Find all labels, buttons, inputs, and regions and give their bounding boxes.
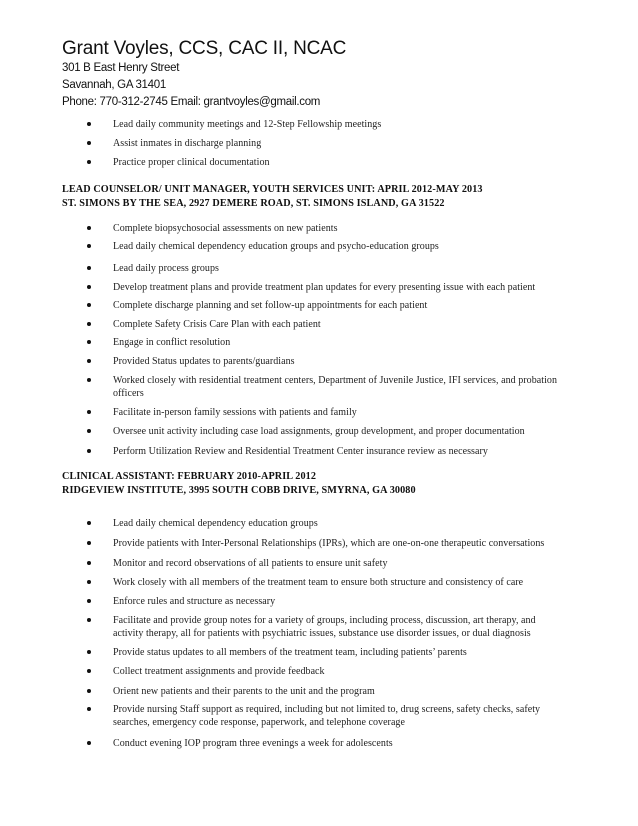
bullet-icon	[87, 244, 91, 248]
bullet-icon	[87, 141, 91, 145]
bullet-icon	[87, 226, 91, 230]
bullet-icon	[87, 378, 91, 382]
bullet-icon	[87, 669, 91, 673]
city-address: Savannah, GA 31401	[62, 79, 166, 91]
candidate-name: Grant Voyles, CCS, CAC II, NCAC	[62, 38, 347, 59]
job-title-clinical-assistant: CLINICAL ASSISTANT: FEBRUARY 2010-APRIL 2012	[62, 471, 317, 482]
bullet-icon	[87, 741, 91, 745]
bullet-icon	[87, 285, 91, 289]
bullet-icon	[87, 359, 91, 363]
contact-header	[62, 38, 346, 111]
bullet-icon	[87, 689, 91, 693]
job-location-ridgeview: RIDGEVIEW INSTITUTE, 3995 SOUTH COBB DRIVE, SMYRNA, GA 30080	[62, 485, 416, 496]
bullet-icon	[87, 521, 91, 525]
bullet-icon	[87, 160, 91, 164]
bullet-icon	[87, 122, 91, 126]
bullet-icon	[87, 340, 91, 344]
bullet-icon	[87, 303, 91, 307]
bullet-icon	[87, 410, 91, 414]
contact-line: Phone: 770-312-2745 Email: grantvoyles@gmail.com	[62, 96, 321, 108]
bullet-icon	[87, 266, 91, 270]
street-address: 301 B East Henry Street	[62, 62, 180, 74]
bullet-icon	[87, 707, 91, 711]
bullet-icon	[87, 618, 91, 622]
bullet-icon	[87, 580, 91, 584]
bullet-icon	[87, 561, 91, 565]
bullet-icon	[87, 541, 91, 545]
bullet-icon	[87, 650, 91, 654]
bullet-icon	[87, 429, 91, 433]
bullet-icon	[87, 322, 91, 326]
job-location-st-simons: ST. SIMONS BY THE SEA, 2927 DEMERE ROAD, ST. SIMONS ISLAND, GA 31522	[62, 198, 445, 209]
resume-page: Grant Voyles, CCS, CAC II, NCAC 301 B East Henry Street Savannah, GA 31401 Phone: 770-312-2745 Email: grantvoyles@gmail.com Lead daily community meetings and 12-Step Fellowship meetings Assist inmates in discharge planning Practice proper clinical documentation LEAD COUNSELOR/ UNIT MANAGER, YOUTH SERVICES UNIT: APRIL 2012-MAY 2013 ST. SIMONS BY THE SEA, 2927 DEMERE ROAD, ST. SIMONS ISLAND, GA 31522 Complete biopsychosocial assessments on new patients Lead daily chemical dependency education groups and psycho-education groups Lead daily process groups Develop treatment plans and provide treatment plan updates for every presenting issue with each patient Complete discharge planning and set follow-up appointments for each patient Complete Safety Crisis Care Plan with each patient Engage in conflict resolution Provided Status updates to parents/guardians Worked closely with residential treatment centers, Department of Juvenile Justice, IFI services, and probation officers Facilitate in-person family sessions with patients and family Oversee unit activity including case load assignments, group development, and proper documentation Perform Utilization Review and Residential Treatment Center insurance review as necessary CLINICAL ASSISTANT: FEBRUARY 2010-APRIL 2012 RIDGEVIEW INSTITUTE, 3995 SOUTH COBB DRIVE, SMYRNA, GA 30080 Lead daily chemical dependency education groups Provide patients with Inter-Personal Relationships (IPRs), which are one-on-one therapeutic conversations Monitor and record observations of all patients to ensure unit safety Work closely with all members of the treatment team to ensure both structure and consistency of care Enforce rules and structure as necessary Facilitate and provide group notes for a variety of groups, including process, discussion, art therapy, and activity therapy, all for patients with psychiatric issues, substance use disorder issues, or dual diagnosis Provide status updates to all members of the treatment team, including patients’ parents Collect treatment assignments and provide feedback Orient new patients and their parents to the unit and the program Provide nursing Staff support as required, including but not limited to, drug screens, safety checks, safety searches, emergency code response, paperwork, and telephone coverage Conduct evening IOP program three evenings a week for adolescents	[0, 0, 638, 826]
bullet-icon	[87, 449, 91, 453]
job-title-lead-counselor: LEAD COUNSELOR/ UNIT MANAGER, YOUTH SERVICES UNIT: APRIL 2012-MAY 2013	[62, 184, 483, 195]
bullet-icon	[87, 599, 91, 603]
